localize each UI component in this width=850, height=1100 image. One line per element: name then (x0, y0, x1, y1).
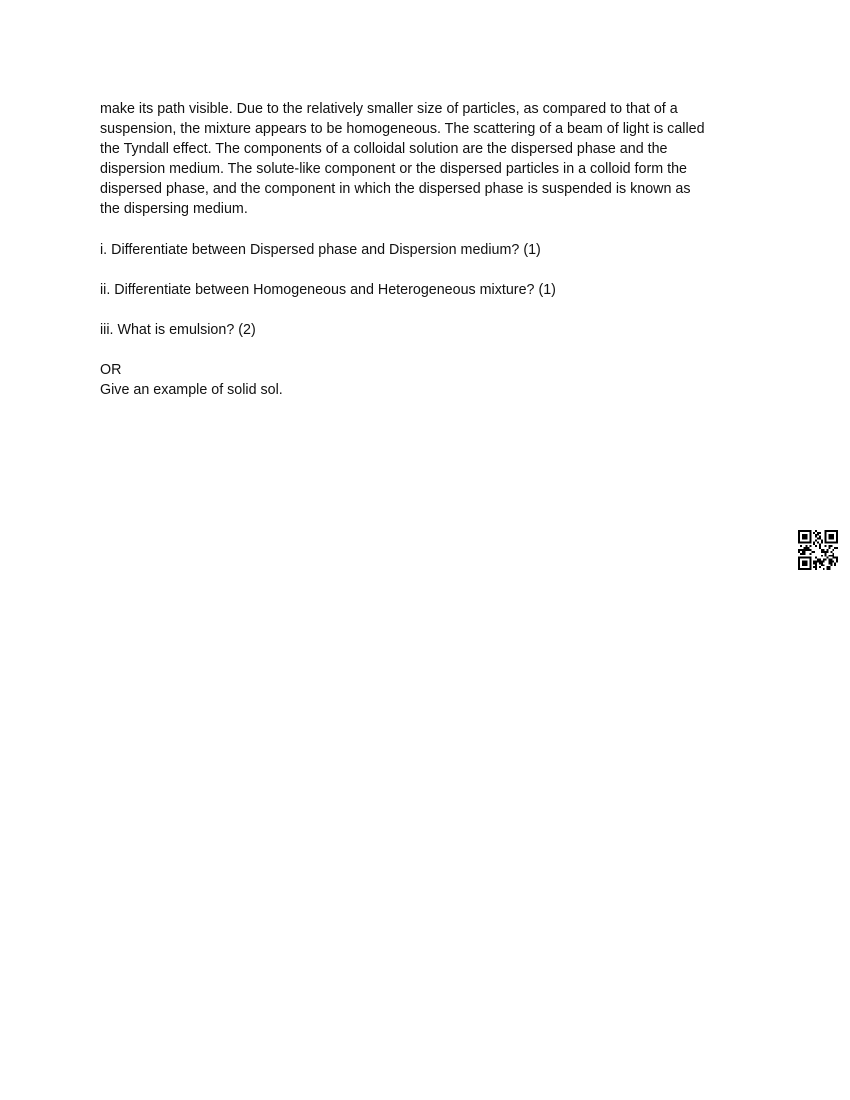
or-label: OR (100, 362, 122, 379)
question-1: i. Differentiate between Dispersed phase and Dispersion medium? (1) (100, 241, 541, 258)
passage-line: the dispersing medium. (100, 201, 248, 218)
passage-line: dispersed phase, and the component in which the dispersed phase is suspended is known as (100, 181, 691, 198)
passage-line: dispersion medium. The solute-like component or the dispersed particles in a colloid form the (100, 161, 687, 178)
question-3: iii. What is emulsion? (2) (100, 322, 256, 339)
passage-line: suspension, the mixture appears to be homogeneous. The scattering of a beam of light is called (100, 121, 705, 138)
document-content (100, 99, 760, 400)
alternative-question: Give an example of solid sol. (100, 382, 283, 399)
alternative-question-block (100, 360, 760, 400)
passage-line: make its path visible. Due to the relatively smaller size of particles, as compared to that of a (100, 101, 678, 117)
passage-paragraph (100, 99, 760, 220)
question-2: ii. Differentiate between Homogeneous and Heterogeneous mixture? (1) (100, 281, 556, 298)
passage-line: the Tyndall effect. The components of a colloidal solution are the dispersed phase and the (100, 141, 668, 158)
qr-code-icon (798, 530, 838, 570)
